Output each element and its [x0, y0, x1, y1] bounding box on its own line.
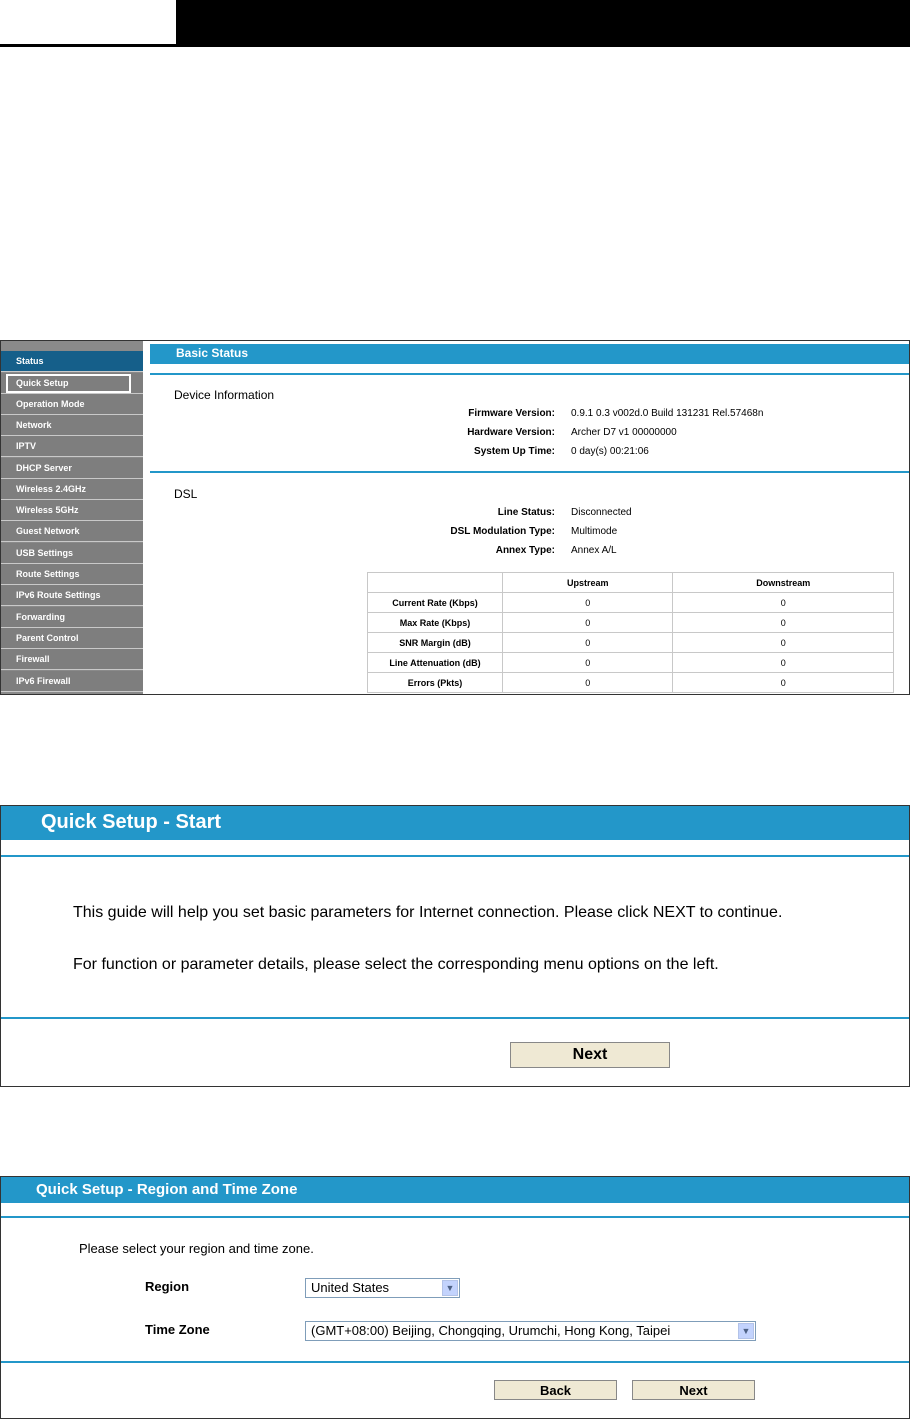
dsl-modulation-type-value: Multimode: [571, 526, 618, 537]
time-zone-select[interactable]: [305, 1321, 756, 1341]
downstream-header: Downstream: [673, 573, 894, 593]
sidebar-item-operation-mode[interactable]: Operation Mode: [1, 394, 143, 415]
device-information-heading: Device Information: [174, 388, 275, 402]
dsl-heading: DSL: [174, 487, 198, 501]
row-label: Line Attenuation (dB): [368, 653, 503, 673]
chevron-down-icon[interactable]: ▼: [738, 1323, 754, 1339]
sidebar-item-ipv6-firewall[interactable]: IPv6 Firewall: [1, 671, 143, 692]
region-select-value: United States: [311, 1280, 390, 1295]
quick-setup-highlight: [6, 374, 131, 393]
section-divider: [1, 1017, 909, 1019]
downstream-value: 0: [673, 633, 894, 653]
row-label: SNR Margin (dB): [368, 633, 503, 653]
back-button[interactable]: Back: [494, 1380, 617, 1400]
quick-setup-start-screenshot: [0, 805, 910, 1087]
next-button[interactable]: Next: [632, 1380, 755, 1400]
hardware-version-label: Hardware Version:: [467, 427, 555, 438]
sidebar-item-wireless-5ghz[interactable]: Wireless 5GHz: [1, 500, 143, 521]
table-row: [368, 673, 894, 693]
time-zone-label: Time Zone: [145, 1322, 210, 1337]
sidebar-item-wireless-24ghz[interactable]: Wireless 2.4GHz: [1, 479, 143, 500]
sidebar-item-quick-setup[interactable]: Quick Setup: [1, 373, 143, 394]
row-label: Errors (Pkts): [368, 673, 503, 693]
firmware-version-value: 0.9.1 0.3 v002d.0 Build 131231 Rel.57468n: [571, 408, 764, 419]
section-divider: [150, 471, 909, 473]
sidebar-item-guest-network[interactable]: Guest Network: [1, 521, 143, 542]
table-row: [368, 593, 894, 613]
guide-text-line2: For function or parameter details, please select the corresponding menu options on the left.: [73, 956, 719, 973]
section-divider: [1, 1216, 909, 1218]
line-status-label: Line Status:: [497, 507, 555, 518]
region-select[interactable]: [305, 1278, 460, 1298]
table-header-cell: [368, 573, 503, 593]
upstream-value: 0: [503, 613, 673, 633]
table-header-row: [368, 573, 894, 593]
sidebar-item-network[interactable]: Network: [1, 415, 143, 436]
basic-status-title: Basic Status: [150, 344, 909, 364]
chevron-down-icon[interactable]: ▼: [442, 1280, 458, 1296]
upstream-value: 0: [503, 673, 673, 693]
downstream-value: 0: [673, 613, 894, 633]
time-zone-select-value: (GMT+08:00) Beijing, Chongqing, Urumchi, Hong Kong, Taipei: [311, 1323, 671, 1338]
annex-type-value: Annex A/L: [571, 545, 617, 556]
section-divider: [1, 1361, 909, 1363]
page-header-bar: [176, 0, 910, 47]
dsl-stats-table: [367, 572, 894, 693]
upstream-header: Upstream: [503, 573, 673, 593]
basic-status-screenshot: [0, 340, 910, 695]
sidebar-item-dhcp-server[interactable]: DHCP Server: [1, 458, 143, 479]
next-button[interactable]: Next: [510, 1042, 670, 1068]
system-up-time-value: 0 day(s) 00:21:06: [571, 446, 649, 457]
dsl-modulation-type-label: DSL Modulation Type:: [450, 526, 555, 537]
page-header-left: [0, 0, 176, 47]
section-divider: [1, 855, 909, 857]
hardware-version-value: Archer D7 v1 00000000: [571, 427, 677, 438]
sidebar-item-usb-settings[interactable]: USB Settings: [1, 543, 143, 564]
table-row: [368, 613, 894, 633]
firmware-version-label: Firmware Version:: [468, 408, 555, 419]
upstream-value: 0: [503, 593, 673, 613]
sidebar-item-firewall[interactable]: Firewall: [1, 649, 143, 670]
upstream-value: 0: [503, 653, 673, 673]
guide-text-line1: This guide will help you set basic parameters for Internet connection. Please click NEXT to continue.: [73, 904, 783, 921]
row-label: Current Rate (Kbps): [368, 593, 503, 613]
region-prompt: Please select your region and time zone.: [79, 1241, 314, 1256]
annex-type-label: Annex Type:: [495, 545, 555, 556]
downstream-value: 0: [673, 653, 894, 673]
sidebar-item-ipv6-route-settings[interactable]: IPv6 Route Settings: [1, 585, 143, 606]
row-label: Max Rate (Kbps): [368, 613, 503, 633]
table-row: [368, 653, 894, 673]
system-up-time-label: System Up Time:: [474, 446, 555, 457]
sidebar-item-route-settings[interactable]: Route Settings: [1, 564, 143, 585]
upstream-value: 0: [503, 633, 673, 653]
quick-setup-start-title: Quick Setup - Start: [1, 806, 909, 840]
region-time-zone-title: Quick Setup - Region and Time Zone: [1, 1177, 909, 1203]
section-divider: [150, 373, 909, 375]
downstream-value: 0: [673, 593, 894, 613]
region-label: Region: [145, 1279, 190, 1294]
line-status-value: Disconnected: [571, 507, 632, 518]
sidebar-item-status[interactable]: Status: [1, 351, 143, 372]
sidebar-item-iptv[interactable]: IPTV: [1, 436, 143, 457]
table-row: [368, 633, 894, 653]
region-time-zone-screenshot: [0, 1176, 910, 1419]
sidebar-item-parent-control[interactable]: Parent Control: [1, 628, 143, 649]
downstream-value: 0: [673, 673, 894, 693]
sidebar-item-forwarding[interactable]: Forwarding: [1, 607, 143, 628]
sidebar-menu: [1, 341, 143, 694]
